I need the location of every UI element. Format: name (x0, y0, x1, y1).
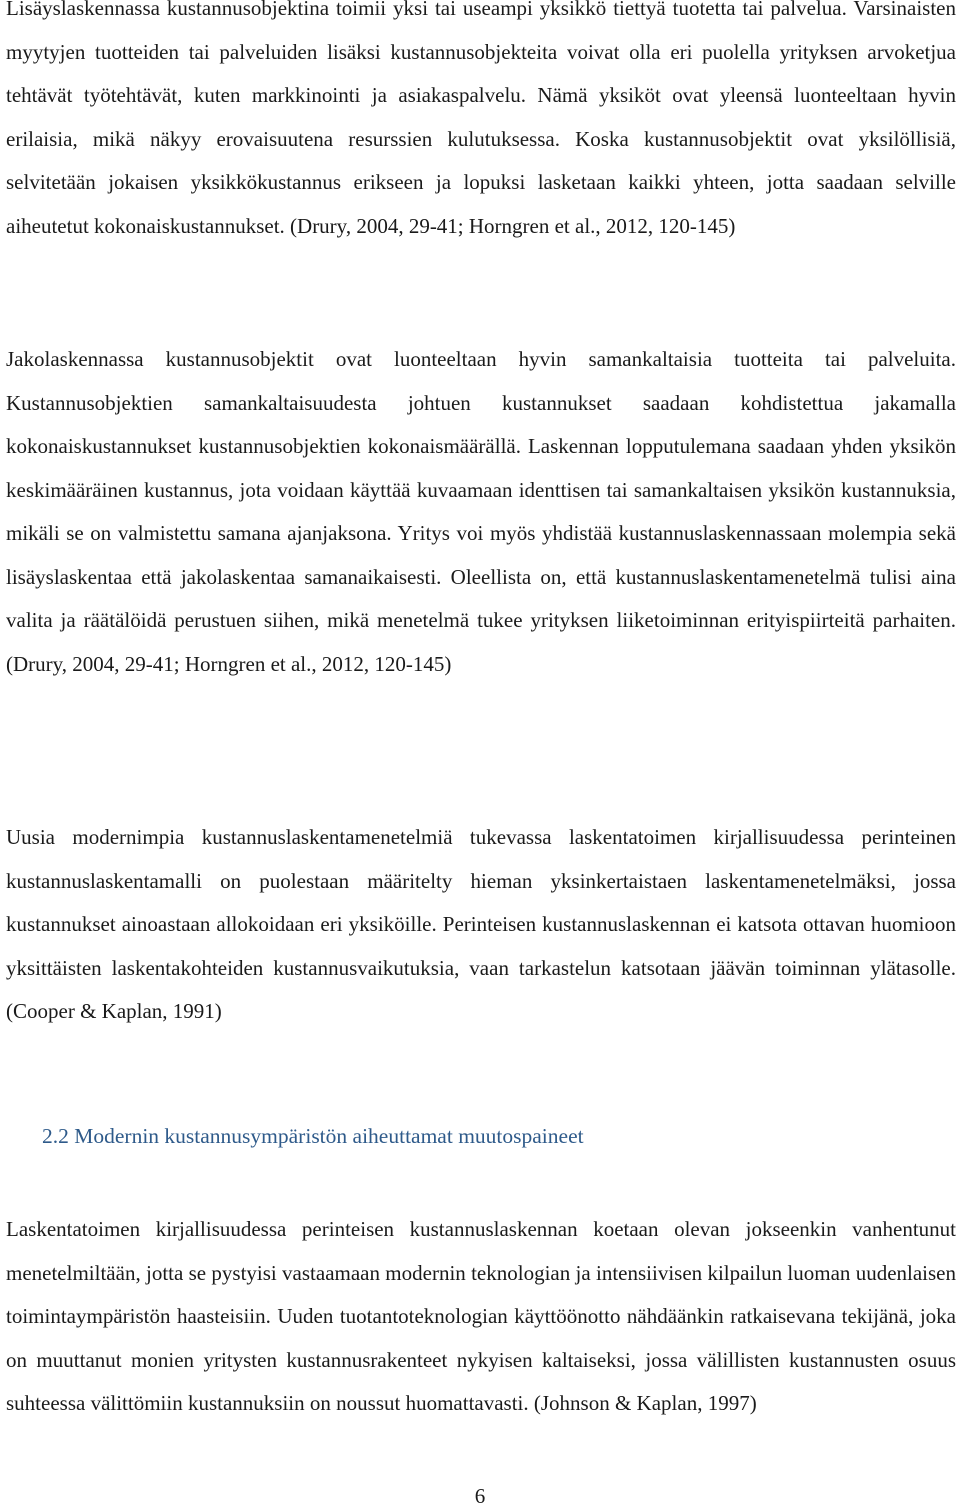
paragraph-muutospaineet: Laskentatoimen kirjallisuudessa perinteisen kustannuslaskennan koetaan olevan jokseenkin vanhentunut menetelmiltään, jotta se pystyisi vastaamaan modernin teknologian ja intensiivisen kilpailun luoman uudenlaisen toimintaympäristön haasteisiin. Uuden tuotantoteknologian käyttöönotto nähdäänkin ratkaisevana tekijänä, joka on muuttanut monien yritysten kustannusrakenteet nykyisen kaltaiseksi, jossa välillisten kustannusten osuus suhteessa välittömiin kustannuksiin on noussut huomattavasti. (Johnson & Kaplan, 1997) (6, 1217, 956, 1415)
paragraph-jakolaskenta: Jakolaskennassa kustannusobjektit ovat luonteeltaan hyvin samankaltaisia tuotteita tai palveluita. Kustannusobjektien samankaltaisuudesta johtuen kustannukset saadaan kohdistettua jakamalla kokonaiskustannukset kustannusobjektien kokonaismäärällä. Laskennan lopputulemana saadaan yhden yksikön keskimääräinen kustannus, jota voidaan käyttää kuvaamaan identtisen tai samankaltaisen yksikön kustannuksia, mikäli se on valmistettu samana ajanjaksona. Yritys voi myös yhdistää kustannuslaskennassaan molempia sekä lisäyslaskentaa että jakolaskentaa samanaikaisesti. Oleellista on, että kustannuslaskentamenetelmä tulisi aina valita ja räätälöidä perustuen siihen, mikä menetelmä tukee yrityksen liiketoiminnan erityispiirteitä parhaiten. (Drury, 2004, 29-41; Horngren et al., 2012, 120-145) (6, 347, 956, 676)
section-title: Modernin kustannusympäristön aiheuttamat muutospaineet (74, 1124, 584, 1148)
section-number: 2.2 (42, 1124, 69, 1148)
section-heading (42, 1124, 584, 1149)
paragraph-lisayslaskenta: Lisäyslaskennassa kustannusobjektina toimii yksi tai useampi yksikkö tiettyä tuotetta tai palvelua. Varsinaisten myytyjen tuotteiden tai palveluiden lisäksi kustannusobjekteita voivat olla eri puolella yrityksen arvoketjua tehtävät työtehtävät, kuten markkinointi ja asiakaspalvelu. Nämä yksiköt ovat yleensä luonteeltaan hyvin erilaisia, mikä näkyy erovaisuutena resurssien kulutuksessa. Koska kustannusobjektit ovat yksilöllisiä, selvitetään jokaisen yksikkökustannus erikseen ja lopuksi lasketaan kaikki yhteen, jotta saadaan selville aiheutetut kokonaiskustannukset. (Drury, 2004, 29-41; Horngren et al., 2012, 120-145) (6, 0, 956, 238)
page-number: 6 (474, 1484, 486, 1508)
paragraph-perinteinen-laskenta: Uusia modernimpia kustannuslaskentamenetelmiä tukevassa laskentatoimen kirjallisuudessa perinteinen kustannuslaskentamalli on puolestaan määritelty hieman yksinkertaistaen laskentamenetelmäksi, jossa kustannukset ainoastaan allokoidaan eri yksiköille. Perinteisen kustannuslaskennan ei katsota ottavan huomioon yksittäisten laskentakohteiden kustannusvaikutuksia, vaan tarkastelun katsotaan jäävän toiminnan ylätasolle. (Cooper & Kaplan, 1991) (6, 825, 956, 1023)
